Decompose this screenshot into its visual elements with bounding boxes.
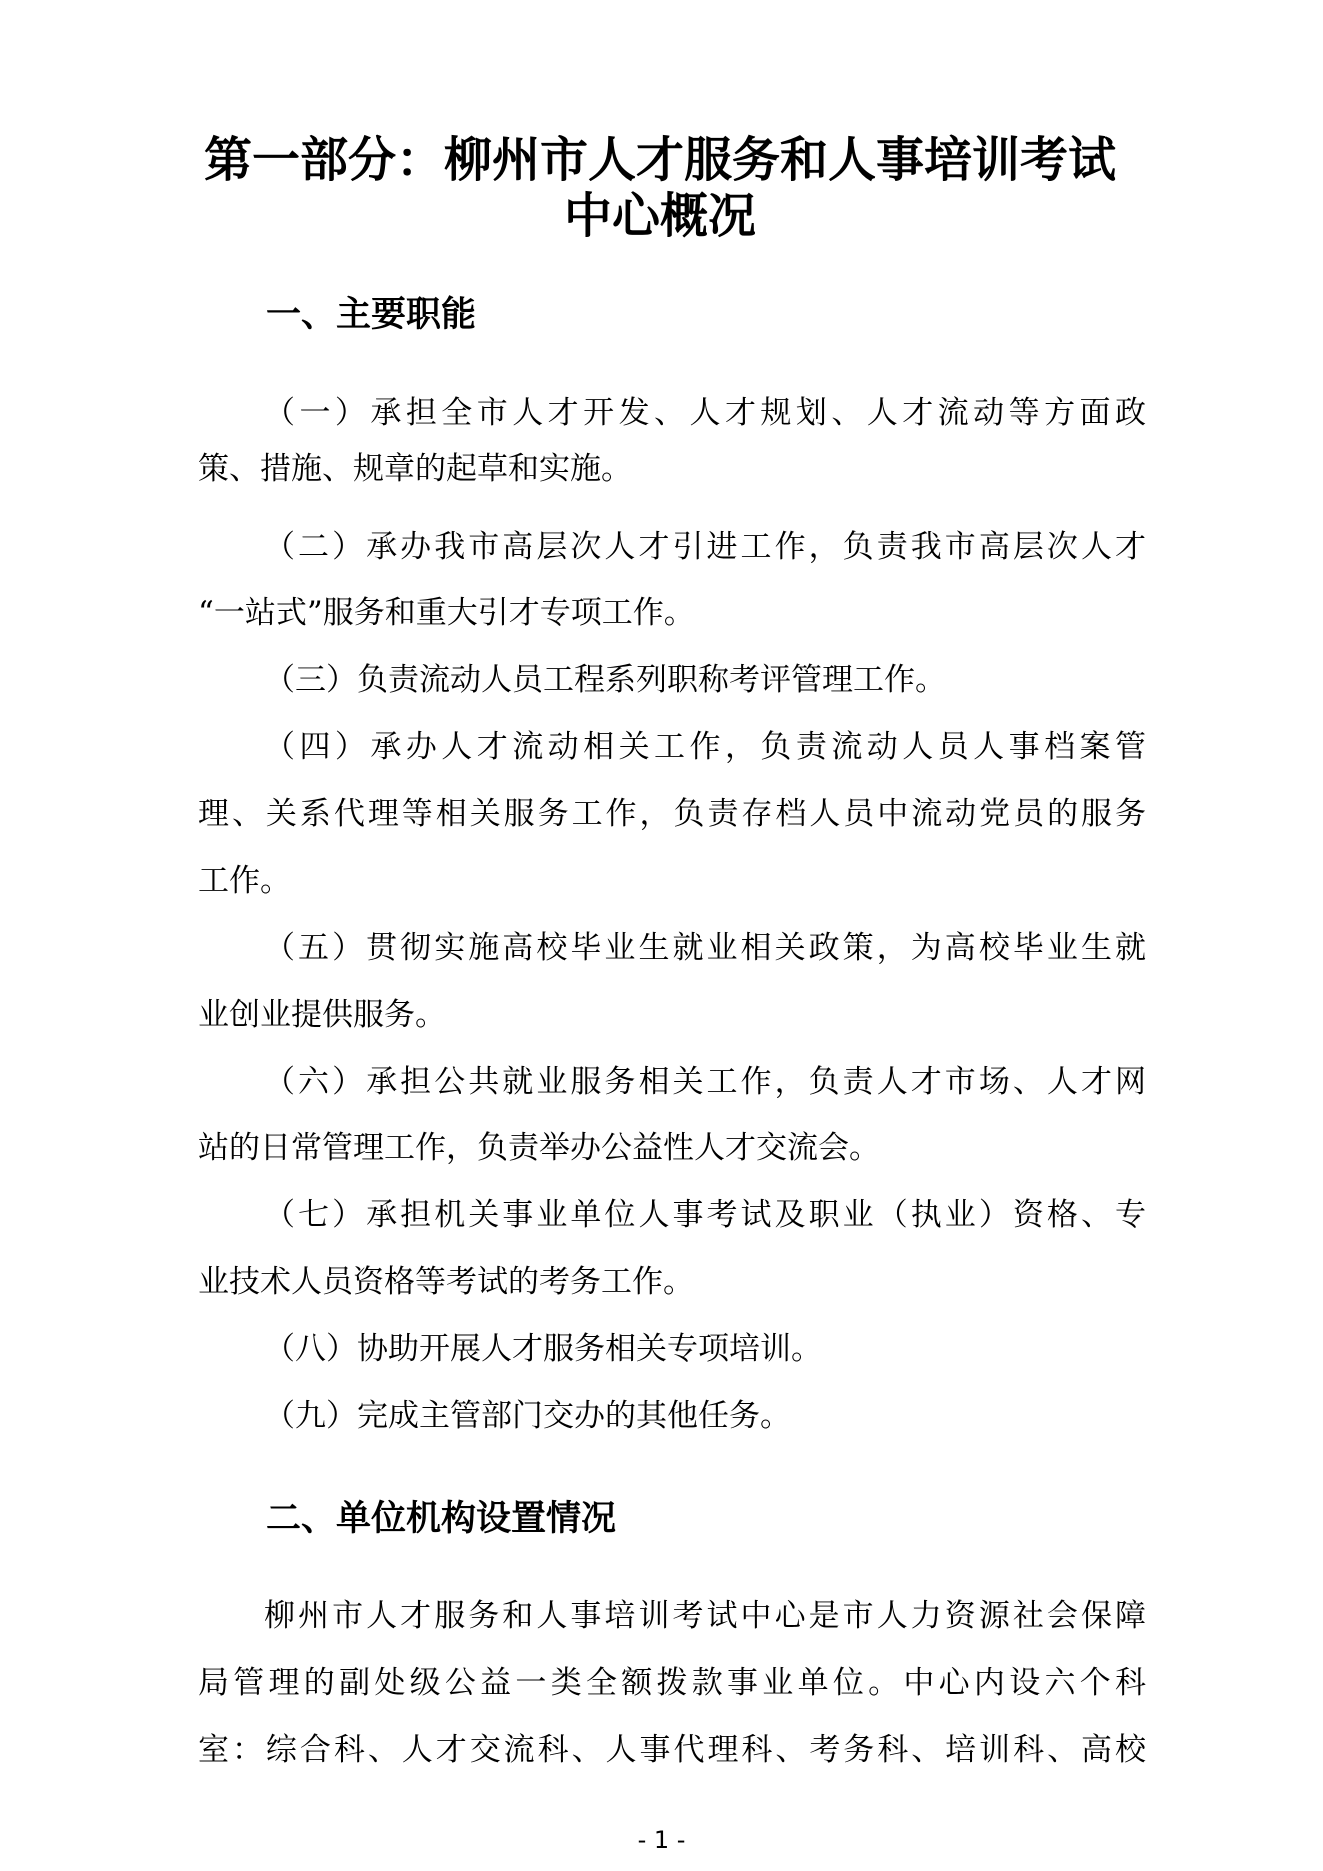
paragraph-line: （七）承担机关事业单位人事考试及职业（执业）资格、专 <box>264 1197 1146 1233</box>
paragraph-line: （四）承办人才流动相关工作，负责流动人员人事档案管 <box>264 729 1146 765</box>
paragraph-line: 柳州市人才服务和人事培训考试中心是市人力资源社会保障 <box>264 1598 1146 1634</box>
paragraph-line: 室：综合科、人才交流科、人事代理科、考务科、培训科、高校 <box>198 1732 1146 1768</box>
paragraph-line: （六）承担公共就业服务相关工作，负责人才市场、人才网 <box>264 1064 1146 1100</box>
paragraph-line: （五）贯彻实施高校毕业生就业相关政策，为高校毕业生就 <box>264 930 1146 966</box>
paragraph-line: “一站式”服务和重大引才专项工作。 <box>198 595 695 631</box>
paragraph-line: 站的日常管理工作，负责举办公益性人才交流会。 <box>198 1130 880 1166</box>
paragraph-line: 局管理的副处级公益一类全额拨款事业单位。中心内设六个科 <box>198 1665 1146 1701</box>
paragraph-line: 业技术人员资格等考试的考务工作。 <box>198 1264 694 1300</box>
paragraph-line: （八）协助开展人才服务相关专项培训。 <box>264 1331 822 1367</box>
document-title-line-2: 中心概况 <box>563 188 756 244</box>
paragraph-line: （二）承办我市高层次人才引进工作，负责我市高层次人才 <box>264 529 1146 565</box>
paragraph-line: 业创业提供服务。 <box>198 997 446 1033</box>
paragraph-line: （九）完成主管部门交办的其他任务。 <box>264 1398 791 1434</box>
document-title-line-1: 第一部分：柳州市人才服务和人事培训考试 <box>203 132 1116 188</box>
paragraph-line: （三）负责流动人员工程系列职称考评管理工作。 <box>264 662 946 698</box>
paragraph-line: 理、关系代理等相关服务工作，负责存档人员中流动党员的服务 <box>198 796 1146 832</box>
section-heading-organization: 二、单位机构设置情况 <box>266 1499 617 1539</box>
paragraph-line: 工作。 <box>198 863 291 899</box>
paragraph-line: （一）承担全市人才开发、人才规划、人才流动等方面政 <box>264 395 1146 431</box>
page-number: - 1 - <box>637 1826 686 1854</box>
section-heading-main-functions: 一、主要职能 <box>266 295 477 335</box>
paragraph-line: 策、措施、规章的起草和实施。 <box>198 451 632 487</box>
